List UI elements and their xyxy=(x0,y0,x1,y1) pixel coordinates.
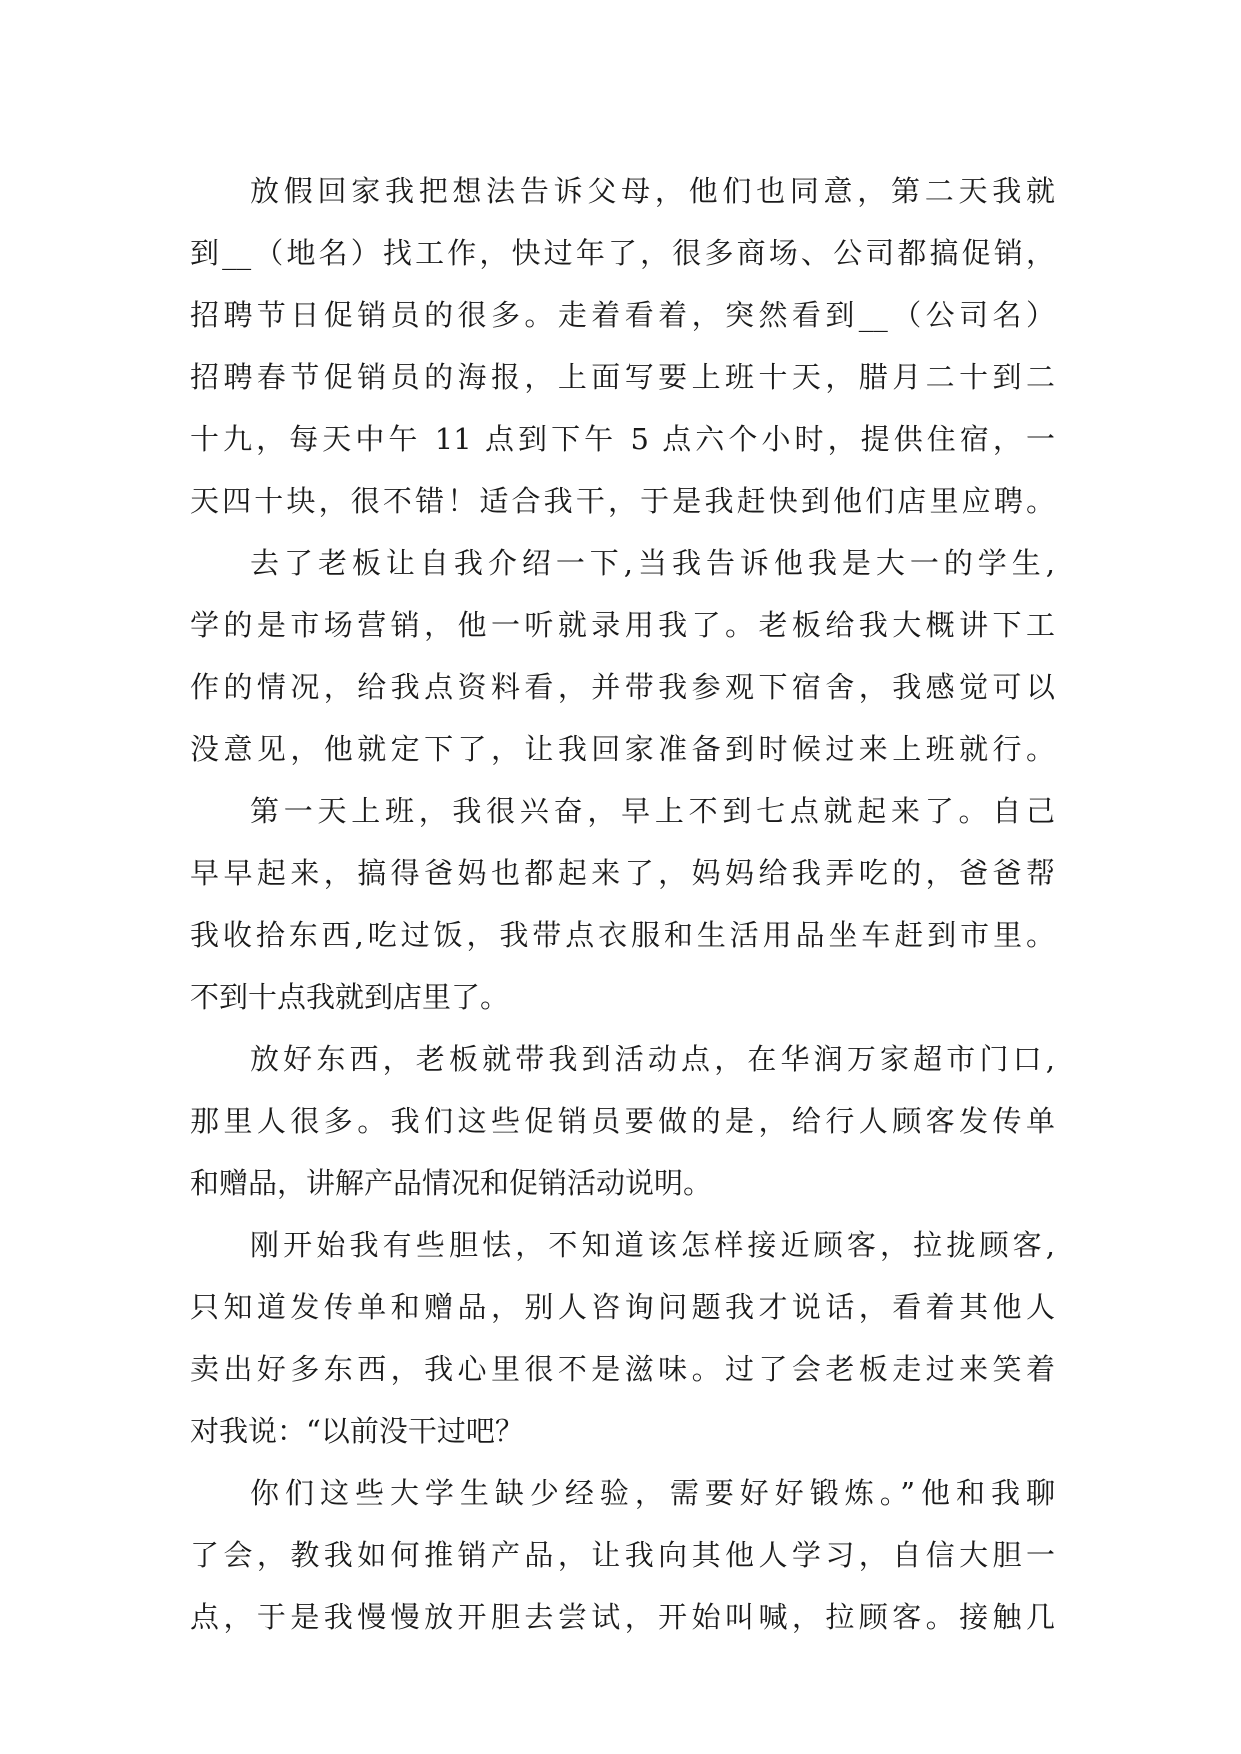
text-line: 我收拾东西,吃过饭，我带点衣服和生活用品坐车赶到市里。 xyxy=(190,918,1055,952)
text-line: 十九，每天中午 11 点到下午 5 点六个小时，提供住宿，一 xyxy=(190,422,1055,456)
text-line: 第一天上班，我很兴奋，早上不到七点就起来了。自己 xyxy=(250,794,1055,828)
text-line: 对我说：“以前没干过吧？ xyxy=(190,1414,524,1448)
text-line: 点，于是我慢慢放开胆去尝试，开始叫喊，拉顾客。接触几 xyxy=(190,1600,1055,1634)
paragraph-6 xyxy=(190,1462,1055,1648)
paragraph-4 xyxy=(190,1028,1055,1214)
text-line: 早早起来，搞得爸妈也都起来了，妈妈给我弄吃的，爸爸帮 xyxy=(190,856,1055,890)
paragraph-1 xyxy=(190,160,1055,532)
text-line: 你们这些大学生缺少经验，需要好好锻炼。”他和我聊 xyxy=(250,1476,1055,1510)
text-line: 到__（地名）找工作，快过年了，很多商场、公司都搞促销， xyxy=(190,236,1055,270)
text-line: 不到十点我就到店里了。 xyxy=(190,980,510,1014)
text-line: 和赠品，讲解产品情况和促销活动说明。 xyxy=(190,1166,713,1200)
text-line: 天四十块，很不错！适合我干，于是我赶快到他们店里应聘。 xyxy=(190,484,1055,518)
text-line: 卖出好多东西，我心里很不是滋味。过了会老板走过来笑着 xyxy=(190,1352,1055,1386)
text-line: 招聘春节促销员的海报，上面写要上班十天，腊月二十到二 xyxy=(190,360,1055,394)
text-line: 了会，教我如何推销产品，让我向其他人学习，自信大胆一 xyxy=(190,1538,1055,1572)
paragraph-2 xyxy=(190,532,1055,780)
text-line: 放好东西，老板就带我到活动点，在华润万家超市门口, xyxy=(250,1042,1055,1076)
text-line: 那里人很多。我们这些促销员要做的是，给行人顾客发传单 xyxy=(190,1104,1055,1138)
paragraph-5 xyxy=(190,1214,1055,1462)
text-line: 去了老板让自我介绍一下,当我告诉他我是大一的学生, xyxy=(250,546,1055,580)
text-line: 只知道发传单和赠品，别人咨询问题我才说话，看着其他人 xyxy=(190,1290,1055,1324)
text-line: 作的情况，给我点资料看，并带我参观下宿舍，我感觉可以 xyxy=(190,670,1055,704)
text-line: 招聘节日促销员的很多。走着看着，突然看到__（公司名） xyxy=(190,298,1055,332)
text-line: 没意见，他就定下了，让我回家准备到时候过来上班就行。 xyxy=(190,732,1055,766)
paragraph-3 xyxy=(190,780,1055,1028)
text-line: 刚开始我有些胆怯，不知道该怎样接近顾客，拉拢顾客, xyxy=(250,1228,1055,1262)
text-line: 放假回家我把想法告诉父母，他们也同意，第二天我就 xyxy=(250,174,1055,208)
text-line: 学的是市场营销，他一听就录用我了。老板给我大概讲下工 xyxy=(190,608,1055,642)
document-body xyxy=(190,160,1055,1648)
